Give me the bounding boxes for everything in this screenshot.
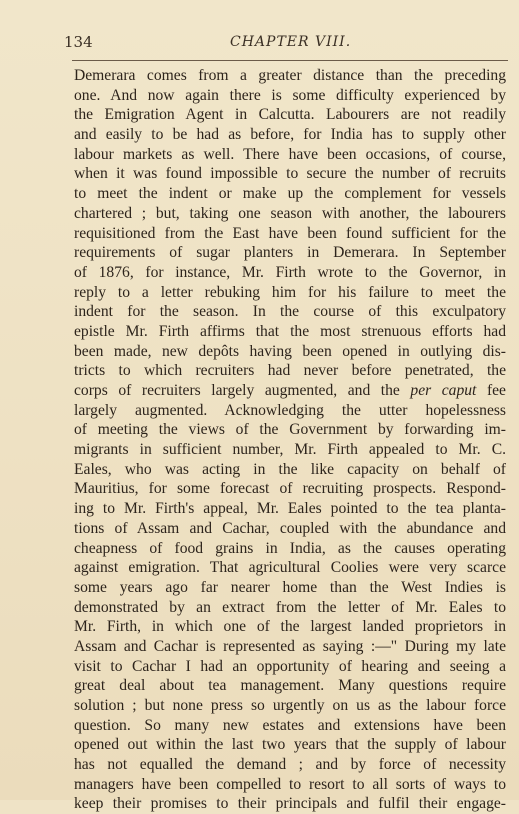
header-rule — [72, 60, 508, 61]
text-line: question. So many new estates and extensions have been — [74, 716, 506, 734]
text-line: visit to Cachar I had an opportunity of hearing and seeing a — [74, 657, 506, 675]
page-header — [64, 33, 504, 55]
text-line: has not equalled the demand ; and by force of necessity — [74, 756, 506, 774]
text-line: chartered ; but, taking one season with another, the labourers — [74, 204, 506, 222]
text-line: Eales, who was acting in the like capacity on behalf of — [74, 460, 506, 478]
text-line: Demerara comes from a greater distance than the preceding — [74, 67, 506, 84]
text-line: cheapness of food grains in India, as the causes operating — [74, 539, 506, 557]
text-line: requisitioned from the East have been found sufficient for the — [74, 224, 506, 242]
text-line: and easily to be had as before, for India has to supply other — [74, 126, 506, 144]
text-line: tions of Assam and Cachar, coupled with the abundance and — [74, 519, 506, 537]
text-line: great deal about tea management. Many questions require — [74, 677, 506, 695]
text-line: Mr. Firth, in which one of the largest landed proprietors in — [74, 618, 506, 636]
text-line: migrants in sufficient number, Mr. Firth appealed to Mr. C. — [74, 441, 506, 459]
text-line: managers have been compelled to resort to all sorts of ways to — [74, 775, 506, 793]
text-line: some years ago far nearer home than the West Indies is — [74, 578, 506, 596]
text-line: to meet the indent or make up the complement for vessels — [74, 185, 506, 203]
text-line: labour markets as well. There have been occasions, of course, — [74, 145, 506, 163]
text-line: when it was found impossible to secure the number of recruits — [74, 165, 506, 183]
text-line: Mauritius, for some forecast of recruiting prospects. Respond- — [74, 480, 506, 498]
text-line: keep their promises to their principals and fulfil their engage- — [74, 795, 506, 813]
text-line: the Emigration Agent in Calcutta. Labourers are not readily — [74, 106, 506, 124]
text-line: demonstrated by an extract from the letter of Mr. Eales to — [74, 598, 506, 616]
text-line-start: corps of recruiters largely augmented, and the — [74, 382, 411, 399]
text-line-end: fee — [476, 382, 506, 399]
text-line: reply to a letter rebuking him for his failure to meet the — [74, 283, 506, 301]
body-text — [74, 66, 506, 814]
text-line: against emigration. That agricultural Coolies were very scarce — [74, 559, 506, 577]
text-line: of meeting the views of the Government by forwarding im- — [74, 421, 506, 439]
text-line: of 1876, for instance, Mr. Firth wrote to the Governor, in — [74, 263, 506, 281]
text-line: ing to Mr. Firth's appeal, Mr. Eales pointed to the tea planta- — [74, 500, 506, 518]
text-line: requirements of sugar planters in Demerara. In September — [74, 244, 506, 262]
page-number: 134 — [64, 33, 93, 51]
text-line: solution ; but none press so urgently on us as the labour force — [74, 697, 506, 714]
text-line: opened out within the last two years that the supply of labour — [74, 736, 506, 754]
text-line: one. And now again there is some difficulty experienced by — [74, 86, 506, 104]
italic-phrase: per caput — [410, 382, 477, 399]
text-line: largely augmented. Acknowledging the utter hopelessness — [74, 401, 506, 419]
text-line: tricts to which recruiters had never before penetrated, the — [74, 362, 506, 380]
text-line: indent for the season. In the course of this exculpatory — [74, 303, 506, 321]
chapter-title: CHAPTER VIII. — [230, 34, 352, 50]
text-line: Assam and Cachar is represented as saying :—" During my late — [74, 637, 506, 655]
text-line — [74, 381, 506, 401]
text-line: epistle Mr. Firth affirms that the most strenuous efforts had — [74, 322, 506, 340]
text-line: been made, new depôts having been opened in outlying dis- — [74, 342, 506, 360]
